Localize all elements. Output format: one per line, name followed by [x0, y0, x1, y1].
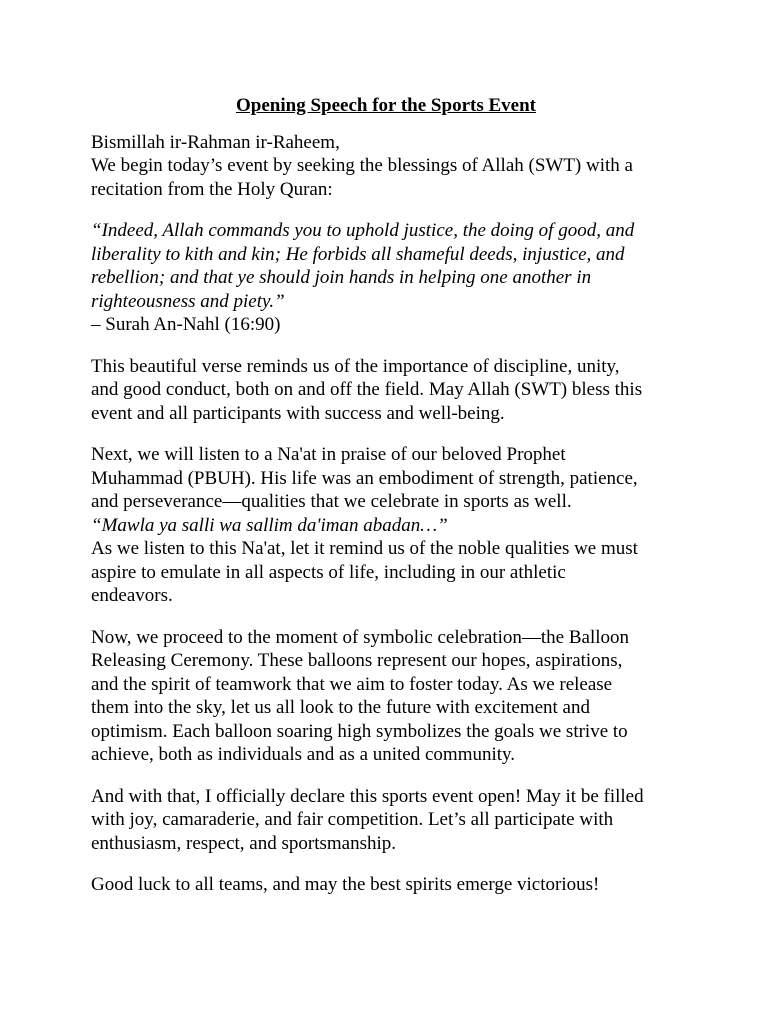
text-line: Good luck to all teams, and may the best spirits emerge victorious! [91, 874, 600, 895]
text-line: recitation from the Holy Quran: [91, 178, 333, 200]
text-line: And with that, I officially declare this sports event open! May it be filled [91, 785, 644, 807]
paragraph-opening [91, 131, 681, 202]
paragraph-declaration [91, 785, 681, 856]
quote-line: liberality to kith and kin; He forbids all shameful deeds, injustice, and [91, 243, 625, 265]
text-line: and the spirit of teamwork that we aim to foster today. As we release [91, 673, 613, 695]
text-line: Next, we will listen to a Na'at in praise of our beloved Prophet [91, 444, 566, 465]
text-line: and perseverance—qualities that we celebrate in sports as well. [91, 491, 572, 512]
text-line: This beautiful verse reminds us of the importance of discipline, unity, [91, 355, 620, 377]
text-line: optimism. Each balloon soaring high symbolizes the goals we strive to [91, 720, 628, 742]
naat-quote-line: “Mawla ya salli wa sallim da'iman abadan…” [91, 514, 448, 536]
text-line: We begin today’s event by seeking the blessings of Allah (SWT) with a [91, 155, 633, 176]
text-line: Muhammad (PBUH). His life was an embodiment of strength, patience, [91, 467, 638, 489]
quote-line: “Indeed, Allah commands you to uphold justice, the doing of good, and [91, 220, 635, 241]
document-body [91, 94, 681, 915]
paragraph-closing [91, 873, 681, 897]
paragraph-naat [91, 443, 681, 608]
text-line: event and all participants with success and well-being. [91, 402, 505, 424]
text-line: and good conduct, both on and off the field. May Allah (SWT) bless this [91, 379, 643, 400]
paragraph-verse-reflection [91, 355, 681, 426]
paragraph-balloon-ceremony [91, 626, 681, 767]
document-title: Opening Speech for the Sports Event [236, 95, 536, 116]
text-line: endeavors. [91, 585, 173, 606]
quote-line: righteousness and piety.” [91, 290, 285, 312]
quote-source: – Surah An-Nahl (16:90) [91, 314, 281, 335]
text-line: enthusiasm, respect, and sportsmanship. [91, 832, 397, 854]
text-line: Bismillah ir-Rahman ir-Raheem, [91, 131, 340, 153]
text-line: achieve, both as individuals and as a united community. [91, 744, 516, 765]
text-line: As we listen to this Na'at, let it remind us of the noble qualities we must [91, 538, 638, 559]
text-line: Now, we proceed to the moment of symbolic celebration—the Balloon [91, 626, 630, 648]
quote-line: rebellion; and that ye should join hands in helping one another in [91, 267, 592, 288]
text-line: with joy, camaraderie, and fair competition. Let’s all participate with [91, 809, 614, 830]
text-line: aspire to emulate in all aspects of life, including in our athletic [91, 561, 566, 583]
text-line: Releasing Ceremony. These balloons represent our hopes, aspirations, [91, 650, 623, 671]
text-line: them into the sky, let us all look to the future with excitement and [91, 697, 590, 718]
paragraph-quran-quote [91, 219, 681, 337]
